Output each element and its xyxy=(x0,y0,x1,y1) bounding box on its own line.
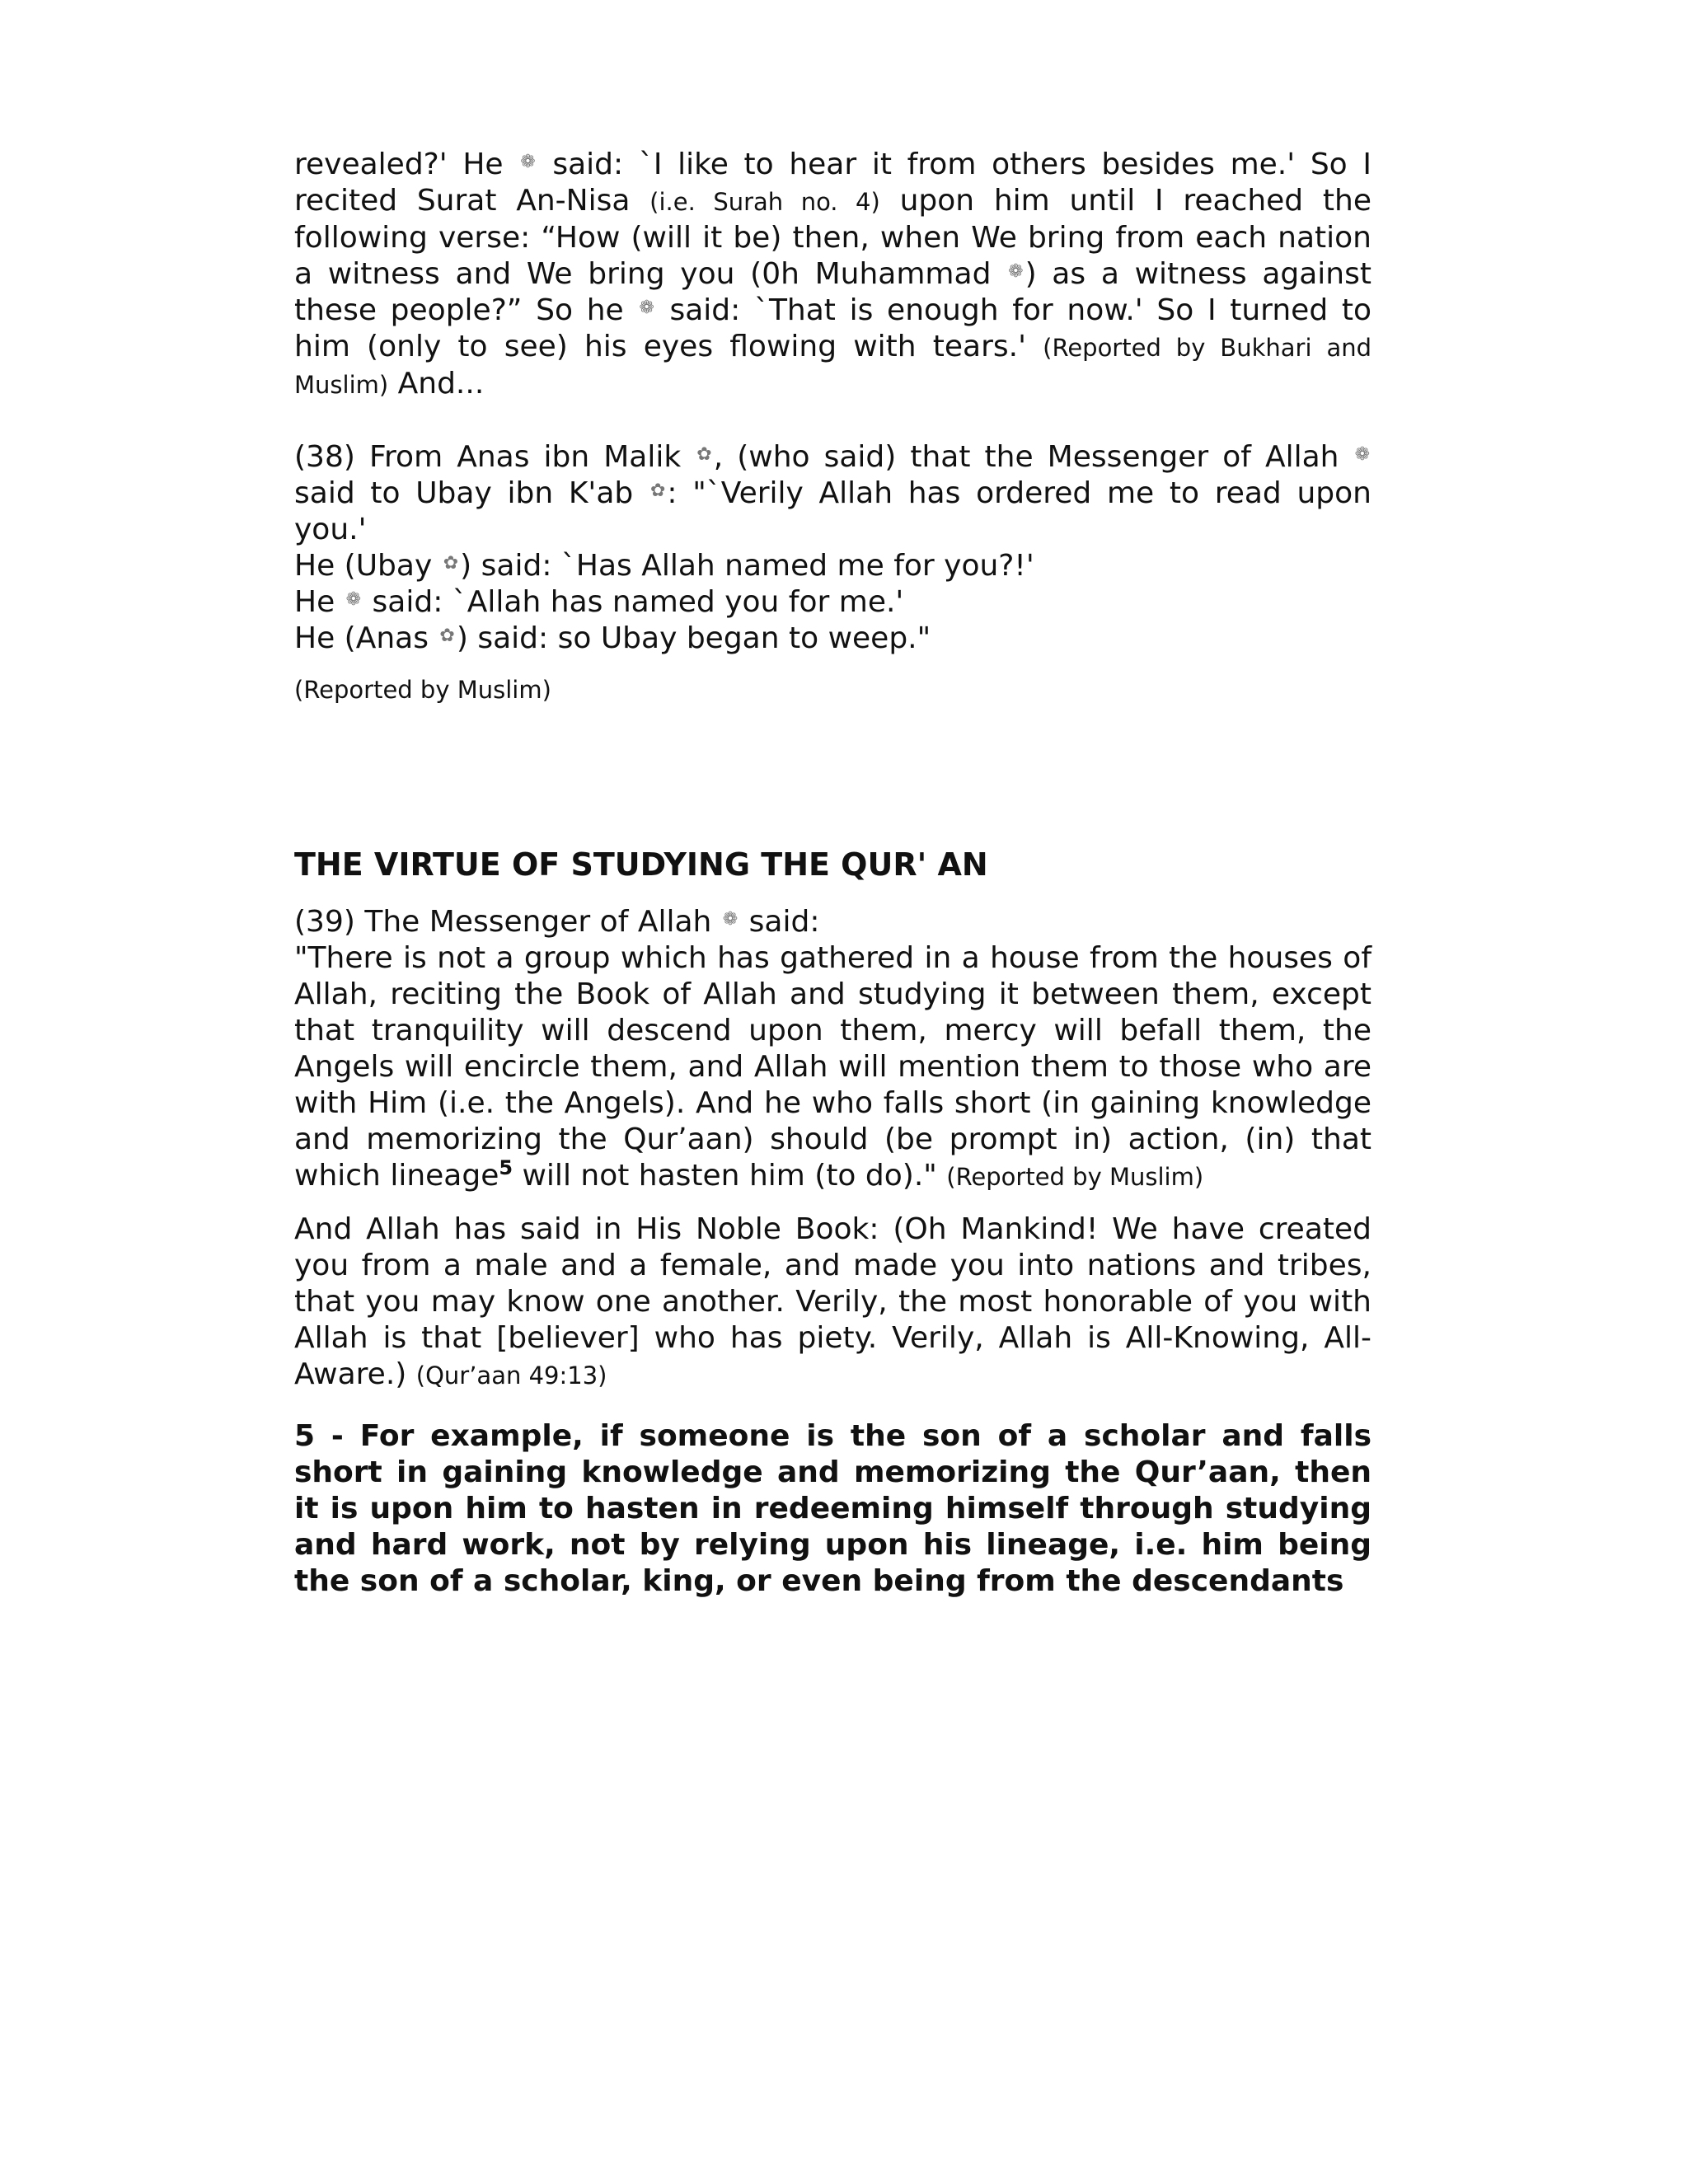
surah-reference: (i.e. Surah no. 4) xyxy=(649,188,880,216)
paragraph-hadith-38 xyxy=(294,439,1372,548)
text-run: upon him until I reached the following verse: “How (will it be) then, when We bring from each nation a witness and We bring you (0h Muhammad xyxy=(294,184,1372,291)
saw-honorific-icon: ❁ xyxy=(345,589,362,610)
saw-honorific-icon: ❁ xyxy=(1008,261,1024,282)
text-run: will not hasten him (to do)." xyxy=(513,1159,947,1193)
saw-honorific-icon: ❁ xyxy=(722,909,738,930)
saw-honorific-icon: ❁ xyxy=(639,298,654,318)
text-run: He xyxy=(294,585,345,619)
saw-honorific-icon: ❁ xyxy=(520,152,536,172)
ra-honorific-icon: ✿ xyxy=(696,444,712,465)
text-run: And Allah has said in His Noble Book: (Oh Mankind! We have created you from a male and a female, and made you into nations and tribes, that you may know one another. Verily, the most honorable of you with Allah is that [believer] who has piety. Verily, Allah is All-Knowing, All-Aware.) xyxy=(294,1212,1372,1391)
section-heading: THE VIRTUE OF STUDYING THE QUR' AN xyxy=(294,846,988,883)
text-run: , (who said) that the Messenger of Allah xyxy=(713,440,1353,474)
ra-honorific-icon: ✿ xyxy=(649,480,666,501)
hadith-38-line-2 xyxy=(294,548,1372,584)
text-run: He (Anas xyxy=(294,621,438,655)
text-run: revealed?' He xyxy=(294,148,519,181)
document-page xyxy=(294,147,1372,1600)
ra-honorific-icon: ✿ xyxy=(439,626,455,646)
text-run: ) said: so Ubay began to weep." xyxy=(456,621,931,655)
paragraph-quran-verse xyxy=(294,1212,1372,1394)
text-run: said: `Allah has named you for me.' xyxy=(363,585,904,619)
text-run: And... xyxy=(388,367,485,401)
paragraph-hadith-37-continued xyxy=(294,147,1372,403)
hadith-38-reference: (Reported by Muslim) xyxy=(294,676,551,704)
text-run: said: xyxy=(739,905,820,939)
hadith-38-line-3 xyxy=(294,584,1372,621)
hadith-reference: (Reported by Muslim) xyxy=(946,1163,1204,1191)
ra-honorific-icon: ✿ xyxy=(443,553,459,574)
hadith-39-intro xyxy=(294,904,1372,940)
text-run: (39) The Messenger of Allah xyxy=(294,905,721,939)
quran-reference: (Qur’aan 49:13) xyxy=(415,1361,607,1390)
text-run: "There is not a group which has gathered in a house from the houses of Allah, reciting the Book of Allah and studying it between them, except that tranquility will descend upon them, mercy will befall them, the Angels will encircle them, and Allah will mention them to those who are with Him (i.e. the Angels). And he who falls short (in gaining knowledge and memorizing the Qur’aan) should (be prompt in) action, (in) that which lineage xyxy=(294,941,1372,1193)
paragraph-hadith-39 xyxy=(294,940,1372,1195)
text-run: ) said: `Has Allah named me for you?!' xyxy=(460,549,1034,583)
text-run: said: `That is enough for now.' So I turned to him (only to see) his eyes flowing with tears.' xyxy=(294,293,1372,363)
text-run: ) as a witness against these people?” So he xyxy=(294,257,1372,327)
text-run: : "`Verily Allah has ordered me to read upon you.' xyxy=(294,476,1372,546)
saw-honorific-icon: ❁ xyxy=(1354,444,1370,465)
footnote-5: 5 - For example, if someone is the son of a scholar and falls short in gaining knowledge and memorizing the Qur’aan, then it is upon him to hasten in redeeming himself through studying and hard work, not by relying upon his lineage, i.e. him being the son of a scholar, king, or even being from the descendants xyxy=(294,1419,1372,1598)
text-run: said to Ubay ibn K'ab xyxy=(294,476,649,510)
text-run: said: `I like to hear it from others besides me.' So I recited Surat An-Nisa xyxy=(294,148,1372,218)
hadith-38-line-4 xyxy=(294,621,1372,657)
text-run: (38) From Anas ibn Malik xyxy=(294,440,696,474)
footnote-marker: 5 xyxy=(499,1156,513,1179)
hadith-reference: (Reported by Bukhari and Muslim) xyxy=(294,334,1372,399)
text-run: He (Ubay xyxy=(294,549,442,583)
